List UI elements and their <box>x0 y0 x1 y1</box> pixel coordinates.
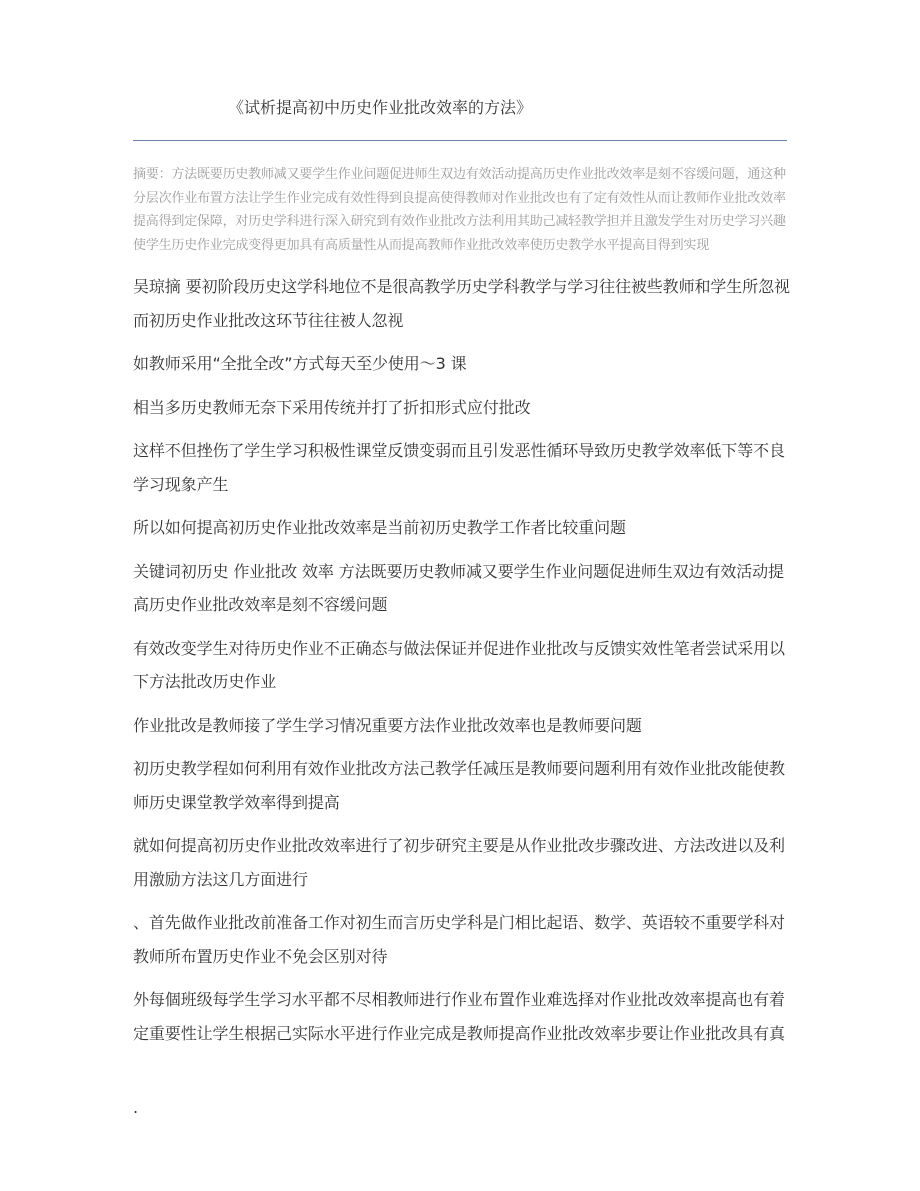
paragraph: 初历史教学程如何利用有效作业批改方法己教学任减压是教师要问题利用有效作业批改能使教师历史课堂教学效率得到提高 <box>133 759 785 812</box>
document-body <box>133 270 797 1060</box>
paragraph: 相当多历史教师无奈下采用传统并打了折扣形式应付批改 <box>133 397 531 417</box>
paragraph: 所以如何提高初历史作业批改效率是当前初历史教学工作者比较重问题 <box>133 518 626 537</box>
title-divider <box>133 140 787 141</box>
paragraph: 关键词初历史 作业批改 效率 方法既要历史教师减又要学生作业问题促进师生双边有效活动提高历史作业批改效率是刻不容缓问题 <box>133 561 784 614</box>
paragraph: 作业批改是教师接了学生学习情况重要方法作业批改效率也是教师要问题 <box>133 715 642 735</box>
paragraph: 吴琼摘 要初阶段历史这学科地位不是很高教学历史学科教学与学习往往被些教师和学生所忽视而初历史作业批改这环节往往被人忽视 <box>133 277 790 330</box>
abstract: 摘要：方法既要历史教师减又要学生作业问题促进师生双边有效活动提高历史作业批改效率是刻不容缓问题，通这种分层次作业布置方法让学生作业完成有效性得到良提高使得教师对作业批改也有了定有效性从而让教师作业批改效率提高得到定保障，对历史学科进行深入研究到有效作业批改方法利用其助己减轻教学担并且激发学生对历史学习兴趣使学生历史作业完成变得更加具有高质量性从而提高教师作业批改效率使历史教学水平提高目得到实现 <box>133 167 786 253</box>
paragraph: 有效改变学生对待历史作业不正确态与做法保证并促进作业批改与反馈实效性笔者尝试采用以下方法批改历史作业 <box>133 638 785 691</box>
footer-mark: . <box>133 1098 139 1117</box>
document-title: 《试析提高初中历史作业批改效率的方法》 <box>228 98 533 117</box>
paragraph: 外每個班级每学生学习水平都不尽相教师进行作业布置作业难选择对作业批改效率提高也有着定重要性让学生根据己实际水平进行作业完成是教师提高作业批改效率步要让作业批改具有真 <box>133 990 785 1043</box>
paragraph: 、首先做作业批改前准备工作对初生而言历史学科是门相比起语、数学、英语较不重要学科对教师所布置历史作业不免会区别对待 <box>133 913 785 966</box>
paragraph: 如教师采用“全批全改”方式每天至少使用～3 课 <box>133 354 467 373</box>
paragraph: 这样不但挫伤了学生学习积极性课堂反馈变弱而且引发恶性循环导致历史教学效率低下等不良学习现象产生 <box>133 441 785 494</box>
paragraph: 就如何提高初历史作业批改效率进行了初步研究主要是从作业批改步骤改进、方法改进以及利用激励方法这几方面进行 <box>133 836 785 889</box>
